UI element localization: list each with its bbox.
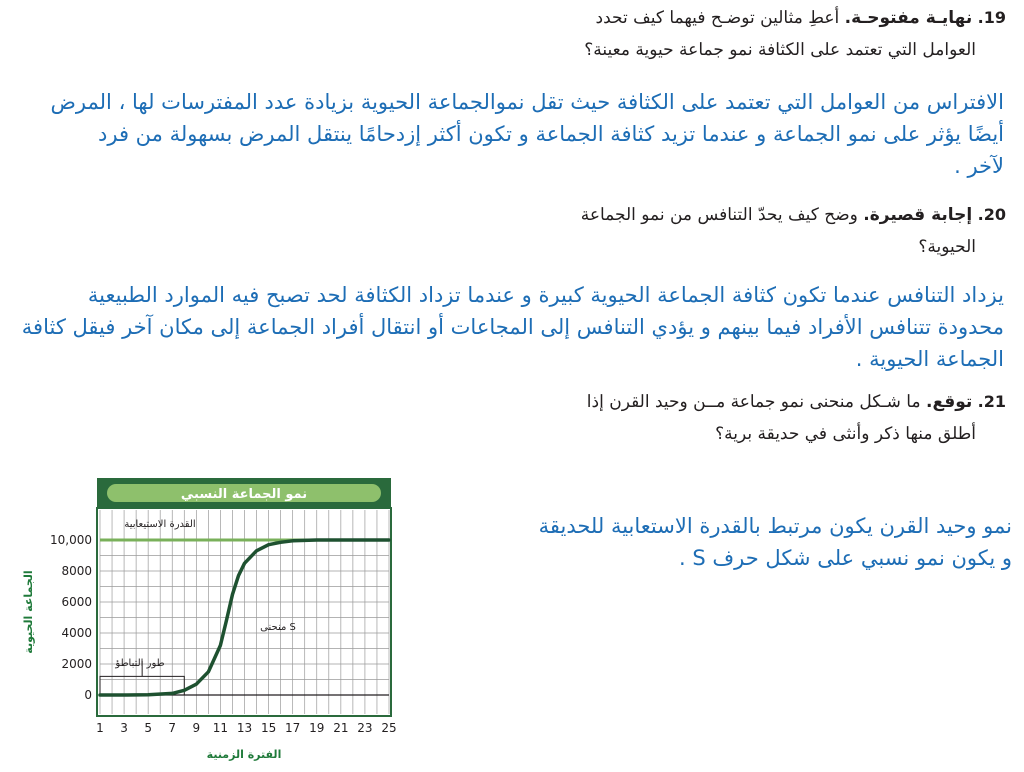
answer-19 xyxy=(51,86,1004,182)
x-tick-label: 15 xyxy=(260,721,277,735)
question-20 xyxy=(581,199,1006,263)
answer-21 xyxy=(539,510,1012,574)
x-tick-label: 25 xyxy=(381,721,397,735)
answer-line: الافتراس من العوامل التي تعتمد على الكثافة حيث تقل نموالجماعة الحيوية بزيادة عدد المفترسات لها ، المرض xyxy=(50,90,1004,114)
y-tick-label: 6000 xyxy=(61,595,92,609)
answer-line: محدودة تتنافس الأفراد فيما بينهم و يؤدي التنافس إلى المجاعات أو انتقال أفراد الجماعة إلى مكان آخر فيقل كثافة xyxy=(21,315,1004,339)
x-axis-label: الفترة الزمنية xyxy=(206,748,282,761)
y-tick-label: 8000 xyxy=(61,564,92,578)
x-tick-label: 5 xyxy=(144,721,152,735)
answer-20 xyxy=(22,279,1004,375)
y-tick-label: 0 xyxy=(84,688,92,702)
question-text: أعطِ مثالين توضـح فيهما كيف تحدد xyxy=(595,8,840,28)
growth-chart xyxy=(0,470,420,768)
y-tick-label: 10,000 xyxy=(50,533,92,547)
x-tick-label: 23 xyxy=(357,721,373,735)
question-number: 20. xyxy=(977,205,1006,224)
question-text: ما شـكل منحنى نمو جماعة مــن وحيد القرن إذا xyxy=(586,392,921,412)
x-tick-label: 1 xyxy=(96,721,104,735)
answer-line: أيضًا يؤثر على نمو الجماعة و عندما تزيد كثافة الجماعة و تكون أكثر إزدحامًا ينتقل المرض بسهولة من فرد xyxy=(98,122,1004,146)
x-tick-label: 3 xyxy=(120,721,128,735)
question-text: الحيوية؟ xyxy=(918,237,976,257)
question-19 xyxy=(584,2,1006,66)
y-tick-label: 4000 xyxy=(61,626,92,640)
answer-line: نمو وحيد القرن يكون مرتبط بالقدرة الاستعابية للحديقة xyxy=(538,514,1012,538)
answer-line: الجماعة الحيوية . xyxy=(855,347,1004,371)
x-tick-label: 17 xyxy=(285,721,301,735)
question-21 xyxy=(587,386,1006,450)
question-number: 21. xyxy=(977,392,1006,411)
question-lead: توقع. xyxy=(926,392,973,412)
x-tick-label: 19 xyxy=(309,721,325,735)
question-number: 19. xyxy=(977,8,1006,27)
capacity-label: القدرة الاستيعابية xyxy=(124,519,196,530)
answer-line: يزداد التنافس عندما تكون كثافة الجماعة الحيوية كبيرة و عندما تزداد الكثافة لحد تصبح فيه الموارد الطبيعية xyxy=(87,283,1004,307)
lag-phase-label: طور التباطؤ xyxy=(115,658,165,669)
s-curve-label: منحنى S xyxy=(260,622,296,633)
y-tick-label: 2000 xyxy=(61,657,92,671)
x-tick-label: 9 xyxy=(192,721,201,735)
x-tick-label: 7 xyxy=(168,721,177,735)
question-text: أطلق منها ذكر وأنثى في حديقة برية؟ xyxy=(715,424,976,444)
chart-title: نمو الجماعة النسبي xyxy=(180,487,308,502)
question-lead: إجابة قصيرة. xyxy=(863,205,973,225)
question-text: العوامل التي تعتمد على الكثافة نمو جماعة حيوية معينة؟ xyxy=(584,40,976,60)
x-tick-label: 11 xyxy=(212,721,229,735)
population-growth-figure xyxy=(0,470,420,768)
x-tick-label: 21 xyxy=(333,721,349,735)
x-tick-label: 13 xyxy=(236,721,253,735)
y-axis-label: الجماعة الحيوية xyxy=(22,570,35,654)
question-text: وضح كيف يحدّ التنافس من نمو الجماعة xyxy=(580,205,858,225)
answer-line: لآخر . xyxy=(954,154,1004,178)
answer-line: و يكون نمو نسبي على شكل حرف S . xyxy=(679,546,1012,570)
question-lead: نهايـة مفتوحـة. xyxy=(844,8,973,28)
